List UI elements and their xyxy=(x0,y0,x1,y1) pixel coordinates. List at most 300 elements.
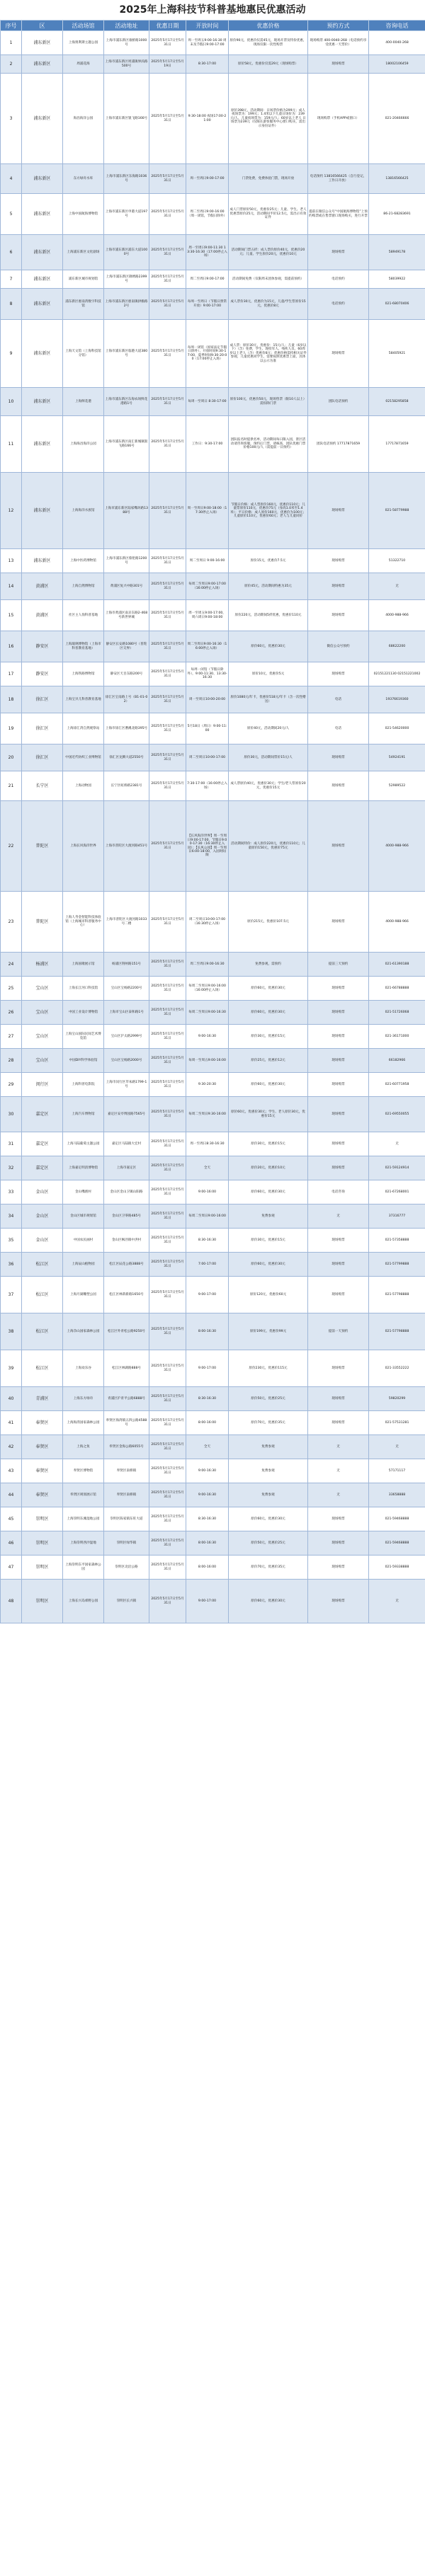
row-district: 松江区 xyxy=(22,1277,63,1313)
table-row xyxy=(1,1459,425,1483)
row-booking: 现场购票 xyxy=(308,801,369,892)
row-price: 原价40元，活动期间20元/人 xyxy=(229,713,308,744)
table-row xyxy=(1,320,425,388)
row-venue: 奉贤区博物馆 xyxy=(63,1459,104,1483)
row-hours: 周一至周日8:30-16:30 xyxy=(186,1132,229,1156)
row-no: 45 xyxy=(1,1507,22,1531)
header-hours: 开放时间 xyxy=(186,21,229,31)
row-venue: 浦东新区惠南湾数字科技馆 xyxy=(63,289,104,320)
row-hours: 周一至周日9:00-11:30 13:30-16:30（17:00停止入场） xyxy=(186,235,229,270)
table-row xyxy=(1,1073,425,1097)
row-address: 松江区辰花公路3888号 xyxy=(104,1253,149,1277)
row-address: 上海市徐汇区漕溪北路395号 xyxy=(104,713,149,744)
row-date: 2025年5月17日至5月31日 xyxy=(149,662,186,686)
table-row xyxy=(1,1556,425,1580)
offers-table xyxy=(0,20,425,1623)
row-hours: 周一至周日9:00-18:00（17:30停止入场） xyxy=(186,473,229,549)
table-row xyxy=(1,713,425,744)
table-row xyxy=(1,270,425,289)
row-phone: 021-59338888 xyxy=(369,1556,425,1580)
row-date: 2025年5月17日至5月31日 xyxy=(149,1459,186,1483)
row-phone: 021-36171000 xyxy=(369,1025,425,1049)
row-phone: 58949178 xyxy=(369,235,425,270)
row-price: 原价90元，优惠价仅需45元，现场开票及特价优惠，现场仅限一次性购票 xyxy=(229,31,308,55)
row-address: 长宁区虹桥路2381号 xyxy=(104,771,149,801)
table-row xyxy=(1,1097,425,1132)
header-booking: 预约方式 xyxy=(308,21,369,31)
row-district: 徐汇区 xyxy=(22,744,63,771)
row-address: 徐汇区宝南路上号（B1-01-02） xyxy=(104,686,149,713)
row-venue: 上海欢乐谷 xyxy=(63,1350,104,1387)
row-address: 静安区长安路1080号（普陀区交界） xyxy=(104,631,149,662)
row-no: 46 xyxy=(1,1531,22,1556)
row-date: 2025年5月17日至5月31日 xyxy=(149,549,186,573)
table-row xyxy=(1,473,425,549)
row-no: 41 xyxy=(1,1411,22,1435)
row-address: 上海市嘉定区 xyxy=(104,1156,149,1180)
row-price: 原价60元，优惠价30元 xyxy=(229,1073,308,1097)
row-venue: 上海中医药博物馆 xyxy=(63,549,104,573)
row-date: 2025年5月17日至5月31日 xyxy=(149,416,186,473)
row-booking: 现场购票 xyxy=(308,1350,369,1387)
row-hours: 每周二至周日9:00-16:00（16:00停止入场） xyxy=(186,977,229,1001)
row-venue: 上海长兴岛郊野公园 xyxy=(63,1580,104,1623)
row-date: 2025年5月17日至5月31日 xyxy=(149,1435,186,1459)
row-price: 成人门票原价50元，优惠价25元；儿童、学生、老人优惠票原价25元，活动期间半价12.5元，需出示有效证件 xyxy=(229,194,308,235)
row-hours: 9:00-17:00 xyxy=(186,1277,229,1313)
row-hours: 周一至周日9:00-17:00 xyxy=(186,164,229,194)
row-no: 12 xyxy=(1,473,22,549)
row-price: 活动期间门票五折：成人票价原价40元，优惠价20元；儿童、学生原价20元，优惠价10元 xyxy=(229,235,308,270)
row-phone: 86-21-68283691 xyxy=(369,194,425,235)
table-row xyxy=(1,662,425,686)
row-phone: 66182966 xyxy=(369,1049,425,1073)
table-row xyxy=(1,1483,425,1507)
table-row xyxy=(1,31,425,55)
row-price: 原价100元，优惠价50元，现场售票（限10人以上）需扣除门票 xyxy=(229,388,308,416)
header-date: 优惠日期 xyxy=(149,21,186,31)
row-date: 2025年5月17日至5月31日 xyxy=(149,1556,186,1580)
row-district: 浦东新区 xyxy=(22,320,63,388)
row-phone: 021-68070406 xyxy=(369,289,425,320)
row-date: 2025年5月17日至5月31日 xyxy=(149,573,186,600)
row-booking: 现场购票 xyxy=(308,1277,369,1313)
row-price: 免费参观 xyxy=(229,1483,308,1507)
row-booking: 现场购票（手机APP或窗口） xyxy=(308,74,369,164)
table-row xyxy=(1,1411,425,1435)
row-address: 上海市浦东新区南汇新城镇银飞路166号 xyxy=(104,416,149,473)
row-no: 35 xyxy=(1,1229,22,1253)
row-hours: 周二至周日 9:00-16:00 xyxy=(186,549,229,573)
row-hours: 9:00-16:30 xyxy=(186,1459,229,1483)
row-district: 黄浦区 xyxy=(22,573,63,600)
row-booking: 微信公众号预约 xyxy=(308,631,369,662)
row-phone: 18002106459 xyxy=(369,55,425,74)
row-venue: 上海中国航海博物馆 xyxy=(63,194,104,235)
row-date: 2025年5月17日至5月31日 xyxy=(149,1073,186,1097)
row-no: 3 xyxy=(1,74,22,164)
row-date: 2025年5月17日至5月31日 xyxy=(149,977,186,1001)
row-booking: 现场购票 xyxy=(308,1097,369,1132)
row-booking: 现场购票 xyxy=(308,1387,369,1411)
row-venue: 金山嘴渔村 xyxy=(63,1180,104,1204)
row-phone: 021-59468888 xyxy=(369,1531,425,1556)
row-venue: 上海嘉定明清博物馆 xyxy=(63,1156,104,1180)
row-price: 原价30元，优惠价15元 xyxy=(229,1132,308,1156)
row-venue: 奉贤区规划展示馆 xyxy=(63,1483,104,1507)
row-address: 松江区外青松公路9250号 xyxy=(104,1313,149,1350)
row-price: 原价25元，优惠价12元 xyxy=(229,1049,308,1073)
row-address: 奉贤区南桥镇 xyxy=(104,1483,149,1507)
row-phone: 68622200 xyxy=(369,631,425,662)
row-booking: 提前一天预约 xyxy=(308,1313,369,1350)
row-hours: 9:00-16:30 xyxy=(186,1025,229,1049)
row-date: 2025年5月17日至5月31日 xyxy=(149,1001,186,1025)
row-no: 14 xyxy=(1,573,22,600)
row-address: 上海市黄浦区南京东路2-468号新世界城 xyxy=(104,600,149,631)
row-date: 2025年5月17日至5月31日 xyxy=(149,194,186,235)
row-date: 2025年5月17日至5月31日 xyxy=(149,1483,186,1507)
page-title: 2025年上海科技节科普基地惠民优惠活动 xyxy=(119,4,306,16)
row-booking: 现场购票 xyxy=(308,1132,369,1156)
row-no: 47 xyxy=(1,1556,22,1580)
table-row xyxy=(1,1204,425,1229)
row-address: 崇明区绿华镇 xyxy=(104,1531,149,1556)
row-price: 原价60元，优惠价30元 xyxy=(229,1001,308,1025)
row-hours: 周二至周日9:00-16:00（周一闭馆，节假日除外） xyxy=(186,194,229,235)
row-booking: 现场购票 xyxy=(308,892,369,953)
row-hours: 9:00-17:00 xyxy=(186,1580,229,1623)
row-no: 36 xyxy=(1,1253,22,1277)
row-no: 15 xyxy=(1,600,22,631)
table-row xyxy=(1,771,425,801)
row-address: 宝山区沪太路2999号 xyxy=(104,1025,149,1049)
row-booking: 现场购票 xyxy=(308,977,369,1001)
row-booking: 现场购票 xyxy=(308,662,369,686)
table-row xyxy=(1,953,425,977)
row-date: 2025年5月17日至5月31日 xyxy=(149,1229,186,1253)
row-price: 团队报名时提供名单，活动期间每日限入园，景区活动请咨询客服，预约后门票，请核查，团队优惠门票价格100元/人（需提前一日预约） xyxy=(229,416,308,473)
row-no: 9 xyxy=(1,320,22,388)
row-phone: 58405921 xyxy=(369,320,425,388)
table-row xyxy=(1,55,425,74)
row-date: 2025年5月17日至5月31日 xyxy=(149,744,186,771)
table-row xyxy=(1,892,425,953)
row-no: 43 xyxy=(1,1459,22,1483)
row-district: 浦东新区 xyxy=(22,194,63,235)
row-district: 奉贤区 xyxy=(22,1411,63,1435)
table-row xyxy=(1,1025,425,1049)
row-venue: 社区主人翁科普基地 xyxy=(63,600,104,631)
row-booking: 现场购票 xyxy=(308,320,369,388)
row-district: 青浦区 xyxy=(22,1387,63,1411)
row-district: 奉贤区 xyxy=(22,1483,63,1507)
row-venue: 上海马陆葡萄主题公园 xyxy=(63,1132,104,1156)
row-district: 普陀区 xyxy=(22,892,63,953)
row-phone: 无 xyxy=(369,1435,425,1459)
row-address: 上海市浦东新区陆家嘴环路1388号 xyxy=(104,473,149,549)
row-hours: 8:00-16:30 xyxy=(186,1313,229,1350)
row-booking: 提前三天预约 xyxy=(308,953,369,977)
table-row xyxy=(1,631,425,662)
row-district: 浦东新区 xyxy=(22,289,63,320)
row-booking: 现场购票 xyxy=(308,573,369,600)
header-phone: 咨询电话 xyxy=(369,21,425,31)
row-date: 2025年5月17日至5月31日 xyxy=(149,289,186,320)
row-district: 奉贤区 xyxy=(22,1435,63,1459)
row-price: 活动期间免费（仅限周末团体参观，需提前预约） xyxy=(229,270,308,289)
row-hours: 9:00-16:30 xyxy=(186,1483,229,1507)
row-phone: 021-59124914 xyxy=(369,1156,425,1180)
row-booking: 团队电话预约 xyxy=(308,388,369,416)
row-date: 2025年5月17日至5月31日 xyxy=(149,801,186,892)
row-price: 原价50元，优惠价25元 xyxy=(229,1531,308,1556)
table-row xyxy=(1,1180,425,1204)
row-no: 31 xyxy=(1,1132,22,1156)
row-district: 浦东新区 xyxy=(22,74,63,164)
row-district: 黄浦区 xyxy=(22,600,63,631)
row-date: 2025年5月17日至5月31日 xyxy=(149,953,186,977)
row-address: 上海市普陀区大渡河路451号 xyxy=(104,801,149,892)
row-venue: 上海东方绿舟 xyxy=(63,1387,104,1411)
row-price: 原价1080元/年卡，优惠价518元/年卡（含一次性赠送） xyxy=(229,686,308,713)
row-address: 嘉定区马陆镇大宏村 xyxy=(104,1132,149,1156)
row-booking: 现场购票 xyxy=(308,235,369,270)
row-phone: 021-59468888 xyxy=(369,1507,425,1531)
row-address: 上海市闵行区莘朱路1799-1号 xyxy=(104,1073,149,1097)
row-phone: 021-57798888 xyxy=(369,1313,425,1350)
row-address: 金山区卫零路485号 xyxy=(104,1204,149,1229)
row-district: 浦东新区 xyxy=(22,31,63,55)
row-no: 24 xyxy=(1,953,22,977)
row-district: 嘉定区 xyxy=(22,1132,63,1156)
row-phone: 021-57799888 xyxy=(369,1253,425,1277)
table-row xyxy=(1,573,425,600)
row-venue: 上海动物园 xyxy=(63,771,104,801)
table-row xyxy=(1,194,425,235)
row-no: 23 xyxy=(1,892,22,953)
row-booking: 电话咨询 xyxy=(308,1180,369,1204)
row-address: 崇明区陈家镇东旺大道 xyxy=(104,1507,149,1531)
row-district: 金山区 xyxy=(22,1204,63,1229)
row-booking: 现场购票 xyxy=(308,1049,369,1073)
row-no: 26 xyxy=(1,1001,22,1025)
row-date: 2025年5月17日至5月31日 xyxy=(149,1580,186,1623)
row-phone: 51322710 xyxy=(369,549,425,573)
row-hours: 工作日：9:30-17:00 xyxy=(186,416,229,473)
header-price: 优惠价格 xyxy=(229,21,308,31)
row-booking: 现场购票 xyxy=(308,1073,369,1097)
row-hours: 周二至周日10:00-17:00 xyxy=(186,744,229,771)
row-venue: 金山区城市规划馆 xyxy=(63,1204,104,1229)
row-address: 宝山区宝杨路2000号 xyxy=(104,1049,149,1073)
table-row xyxy=(1,1001,425,1025)
row-district: 崇明区 xyxy=(22,1556,63,1580)
table-row xyxy=(1,801,425,892)
row-booking: 现场购票 xyxy=(308,473,369,549)
row-date: 2025年5月17日至5月31日 xyxy=(149,1350,186,1387)
row-phone: 无 xyxy=(369,573,425,600)
row-address: 松江区林湖路888号 xyxy=(104,1350,149,1387)
row-date: 2025年5月17日至5月31日 xyxy=(149,388,186,416)
row-address: 上海市浦东新区康桥路1000号 xyxy=(104,31,149,55)
table-row xyxy=(1,1531,425,1556)
row-no: 4 xyxy=(1,164,22,194)
row-date: 2025年5月17日至5月31日 xyxy=(149,320,186,388)
row-venue: 中国近代纺织工业博物馆 xyxy=(63,744,104,771)
row-date: 2025年5月17日至5月31日 xyxy=(149,1411,186,1435)
row-venue: 上海长江河口科技馆 xyxy=(63,977,104,1001)
table-row xyxy=(1,235,425,270)
header-venue: 活动场馆 xyxy=(63,21,104,31)
row-phone: 37316777 xyxy=(369,1204,425,1229)
row-venue: 上海徐汇湾自然观察站 xyxy=(63,713,104,744)
row-address: 上海市浦东新区临港大道380号 xyxy=(104,320,149,388)
row-address: 上海市浦东新区浦东大道1000号 xyxy=(104,235,149,270)
row-district: 金山区 xyxy=(22,1229,63,1253)
row-district: 浦东新区 xyxy=(22,416,63,473)
row-no: 34 xyxy=(1,1204,22,1229)
row-hours: 每周二至周日9:00-16:30 xyxy=(186,1001,229,1025)
row-booking: 现场购票 xyxy=(308,1156,369,1180)
row-venue: 上海崇明东平国家森林公园 xyxy=(63,1556,104,1580)
row-district: 崇明区 xyxy=(22,1580,63,1623)
row-no: 40 xyxy=(1,1387,22,1411)
row-venue: 上海人寿金智能科技体验馆（上海城市科普服务中心） xyxy=(63,892,104,953)
row-no: 13 xyxy=(1,549,22,573)
table-row xyxy=(1,289,425,320)
row-district: 徐汇区 xyxy=(22,713,63,744)
row-phone: 400-0040-268 xyxy=(369,31,425,55)
row-price: 原价50元，优惠价25元 xyxy=(229,1387,308,1411)
row-date: 2025年5月17日至5月31日 xyxy=(149,1313,186,1350)
row-price: 成人票：原价30元，优惠价：15元/人；儿童（6岁以下）（含）免费，学生、现役军人、残疾人员、60周岁以上老人（含）优惠价8元；优惠价格需持相关证件参观，儿童优惠同学生，需要按照优惠票上面，具体以公示为准 xyxy=(229,320,308,388)
row-hours: 【长风海洋世界】周一至周日9:00-17:00，节假日9:00-17:30（16:30停止入园）；【长风公园】周一至周日6:00-18:00，入园时间限 xyxy=(186,801,229,892)
row-venue: 上海国歌展示馆 xyxy=(63,953,104,977)
row-price: 原价60元，优惠价30元；学生、老人原价30元，优惠价15元 xyxy=(229,1097,308,1132)
row-booking: 无 xyxy=(308,1435,369,1459)
row-no: 29 xyxy=(1,1073,22,1097)
row-price: 免费参观 xyxy=(229,1459,308,1483)
row-no: 44 xyxy=(1,1483,22,1507)
row-date: 2025年5月17日至5月31日 xyxy=(149,631,186,662)
row-date: 2025年5月17日至5月31日 xyxy=(149,713,186,744)
row-venue: 上海长风海洋世界 xyxy=(63,801,104,892)
table-row xyxy=(1,164,425,194)
table-row xyxy=(1,744,425,771)
row-booking: 现场购票 xyxy=(308,549,369,573)
table-row xyxy=(1,549,425,573)
table-row xyxy=(1,686,425,713)
row-venue: 海昌海洋公园 xyxy=(63,74,104,164)
row-address: 上海市浦东新区东海路1036号 xyxy=(104,164,149,194)
row-phone: 021-51726068 xyxy=(369,1001,425,1025)
row-address: 徐汇区龙腾大道2550号 xyxy=(104,744,149,771)
row-district: 杨浦区 xyxy=(22,953,63,977)
row-price: 原价120元，优惠价60元 xyxy=(229,1277,308,1313)
row-district: 崇明区 xyxy=(22,1531,63,1556)
row-district: 闵行区 xyxy=(22,1073,63,1097)
row-booking: 现场购票 xyxy=(308,1025,369,1049)
row-booking: 现场购票 xyxy=(308,1411,369,1435)
row-address: 上海市普陀区大渡河路1033号二楼 xyxy=(104,892,149,953)
row-price: 原价30元，活动期间票价15元/人 xyxy=(229,744,308,771)
row-booking: 现场购票 xyxy=(308,744,369,771)
row-phone: 33658888 xyxy=(369,1483,425,1507)
row-booking: 提前在微信公众号“中国航海博物馆”上预约购票或在售票窗口现场购买，进行开票 xyxy=(308,194,369,235)
row-date: 2025年5月17日至5月31日 xyxy=(149,1253,186,1277)
row-no: 28 xyxy=(1,1049,22,1073)
row-hours: 5月18日（周日）9:00-11:00 xyxy=(186,713,229,744)
row-venue: 上海之鱼 xyxy=(63,1435,104,1459)
row-hours: 9:30-20:30 xyxy=(186,1073,229,1097)
row-booking: 团队电话预约 17717871659 xyxy=(308,416,369,473)
row-address: 奉贤区金海公路6055号 xyxy=(104,1435,149,1459)
row-price: 原价15元，优惠价7.5元 xyxy=(229,549,308,573)
row-price: 原价60元，优惠价30元 xyxy=(229,1580,308,1623)
row-hours: 周一至周日10:00-20:00 xyxy=(186,686,229,713)
row-hours: 7:30-17:00（16:00停止入场） xyxy=(186,771,229,801)
row-booking: 现场购票 xyxy=(308,600,369,631)
row-venue: 上海海昌海洋公园 xyxy=(63,416,104,473)
row-address: 上海市宝山区泰和路1号 xyxy=(104,1001,149,1025)
row-address: 上海市浦东新区惠南镇拱极路2号 xyxy=(104,289,149,320)
row-hours: 全天 xyxy=(186,1156,229,1180)
row-no: 20 xyxy=(1,744,22,771)
row-venue: 上海海湾国家森林公园 xyxy=(63,1411,104,1435)
table-row xyxy=(1,1132,425,1156)
row-district: 长宁区 xyxy=(22,771,63,801)
row-phone: 021-54620000 xyxy=(369,713,425,744)
row-date: 2025年5月17日至5月31日 xyxy=(149,1180,186,1204)
row-booking: 电话预约 13816566425（自行登记，工作日开放） xyxy=(308,164,369,194)
row-hours: 8:30-16:30 xyxy=(186,1387,229,1411)
row-date: 2025年5月17日至5月31日 xyxy=(149,1156,186,1180)
row-price: 原价70元，优惠价35元 xyxy=(229,1411,308,1435)
row-venue: 东方绿舟水库 xyxy=(63,164,104,194)
header-row xyxy=(1,21,425,31)
row-phone: 021-61390188 xyxy=(369,953,425,977)
row-booking: 现场购票 xyxy=(308,771,369,801)
row-no: 11 xyxy=(1,416,22,473)
row-booking: 现场购票 xyxy=(308,1556,369,1580)
row-no: 42 xyxy=(1,1435,22,1459)
row-no: 7 xyxy=(1,270,22,289)
row-phone: 无 xyxy=(369,1580,425,1623)
row-district: 松江区 xyxy=(22,1350,63,1387)
row-date: 2025年5月17日至5月31日 xyxy=(149,892,186,953)
row-hours: 周二至周日9:00-16:30（16:00停止入场） xyxy=(186,631,229,662)
row-hours: 9:00-16:00 xyxy=(186,1180,229,1204)
row-phone: 54924191 xyxy=(369,744,425,771)
row-district: 浦东新区 xyxy=(22,164,63,194)
row-hours: 每周二至周日9:00-16:00 xyxy=(186,1204,229,1229)
row-price: 免费参观 xyxy=(229,1204,308,1229)
row-district: 崇明区 xyxy=(22,1507,63,1531)
table-row xyxy=(1,1387,425,1411)
header-district: 区 xyxy=(22,21,63,31)
row-venue: 上海奥利斯主题公园 xyxy=(63,31,104,55)
row-no: 38 xyxy=(1,1313,22,1350)
row-address: 金山区金山卫镇山阳路 xyxy=(104,1180,149,1204)
row-address: 崇明区北沿公路 xyxy=(104,1556,149,1580)
row-venue: 上海浦东新区文化剧场 xyxy=(63,235,104,270)
row-date: 2025年5月17日至5月31日 xyxy=(149,31,186,55)
row-venue: 上海崇明西沙湿地 xyxy=(63,1531,104,1556)
row-address: 黄浦区复兴中路301号 xyxy=(104,573,149,600)
row-phone: 021-57798888 xyxy=(369,1277,425,1313)
row-hours: 8:00-16:30 xyxy=(186,1531,229,1556)
